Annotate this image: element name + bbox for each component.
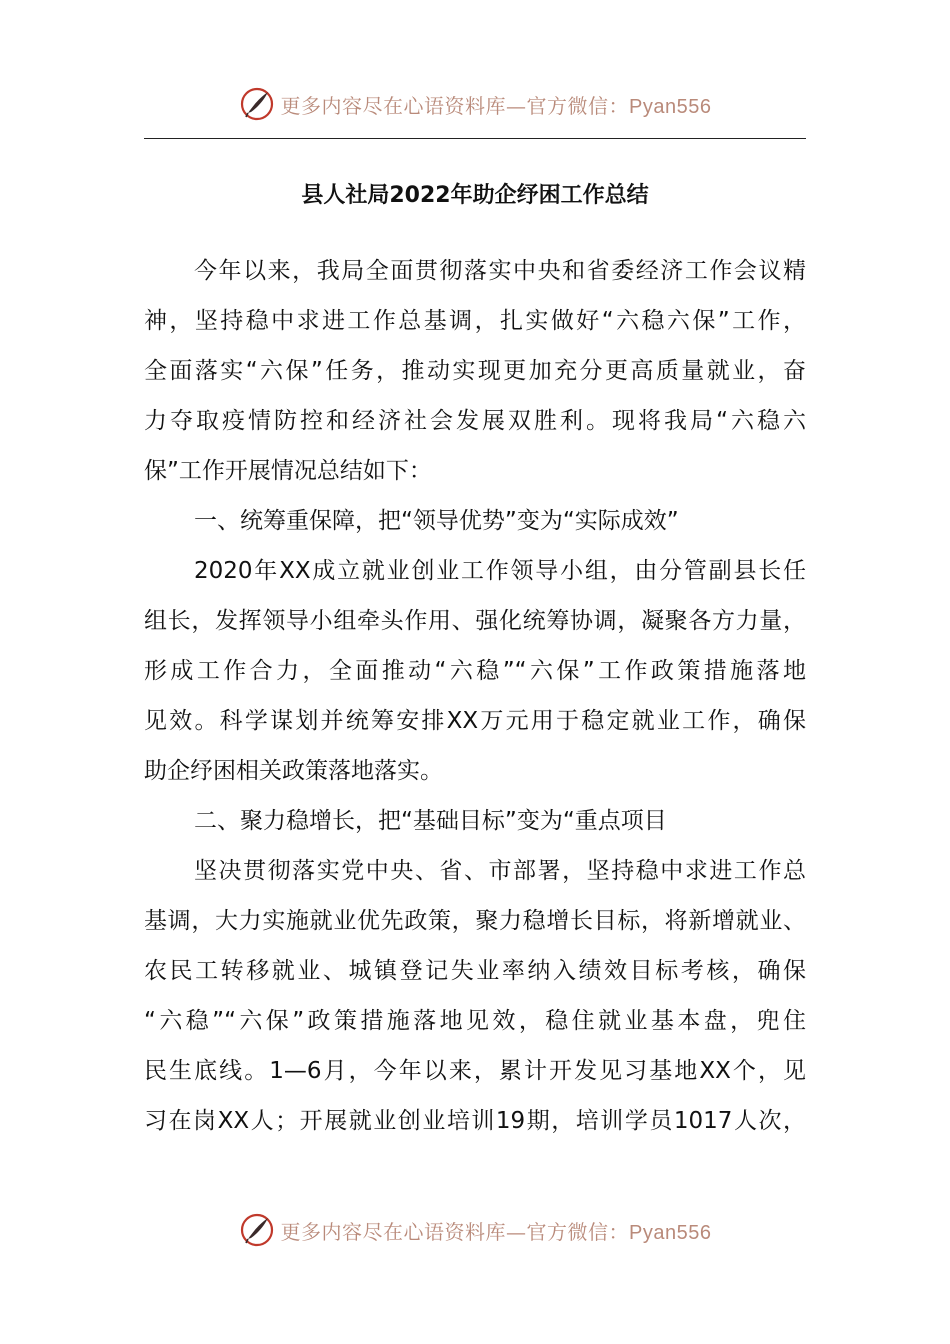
header-divider (144, 138, 806, 139)
paragraph-line: 全面落实“六保”任务，推动实现更加充分更高质量就业，奋 (144, 358, 806, 384)
quill-pen-icon (239, 1212, 275, 1248)
paragraph-line: 习在岗XX人；开展就业创业培训19期，培训学员1017人次， (144, 1108, 806, 1134)
paragraph-line: 农民工转移就业、城镇登记失业率纳入绩效目标考核，确保 (144, 958, 806, 984)
paragraph-line: 坚决贯彻落实党中央、省、市部署，坚持稳中求进工作总 (194, 858, 806, 884)
paragraph-line: 见效。科学谋划并统筹安排XX万元用于稳定就业工作，确保 (144, 708, 806, 734)
paragraph-line: “六稳”“六保”政策措施落地见效，稳住就业基本盘，兜住 (144, 1008, 806, 1034)
paragraph-line: 2020年XX成立就业创业工作领导小组，由分管副县长任 (194, 558, 806, 584)
paragraph-line: 神，坚持稳中求进工作总基调，扎实做好“六稳六保”工作， (144, 308, 806, 334)
paragraph-line: 形成工作合力，全面推动“六稳”“六保”工作政策措施落地 (144, 658, 806, 684)
section-heading: 一、统筹重保障，把“领导优势”变为“实际成效” (194, 508, 679, 534)
banner-text: 更多内容尽在心语资料库—官方微信：Pyan556 (280, 93, 712, 118)
section-heading: 二、聚力稳增长，把“基础目标”变为“重点项目 (194, 808, 667, 834)
paragraph-line: 助企纾困相关政策落地落实。 (144, 758, 443, 784)
paragraph-line: 今年以来，我局全面贯彻落实中央和省委经济工作会议精 (194, 258, 806, 284)
paragraph-line: 基调，大力实施就业优先政策，聚力稳增长目标，将新增就业、 (144, 908, 806, 934)
paragraph-line: 民生底线。1—6月，今年以来，累计开发见习基地XX个，见 (144, 1058, 806, 1084)
banner-text: 更多内容尽在心语资料库—官方微信：Pyan556 (280, 1219, 712, 1244)
document-body (144, 246, 806, 1146)
paragraph-line: 力夺取疫情防控和经济社会发展双胜利。现将我局“六稳六 (144, 408, 806, 434)
document-title: 县人社局2022年助企纾困工作总结 (301, 183, 649, 208)
paragraph-line: 组长，发挥领导小组牵头作用、强化统筹协调，凝聚各方力量， (144, 608, 806, 634)
bottom-banner (0, 1210, 950, 1250)
top-banner (0, 84, 950, 124)
paragraph-line: 保”工作开展情况总结如下： (144, 458, 432, 484)
quill-pen-icon (239, 86, 275, 122)
